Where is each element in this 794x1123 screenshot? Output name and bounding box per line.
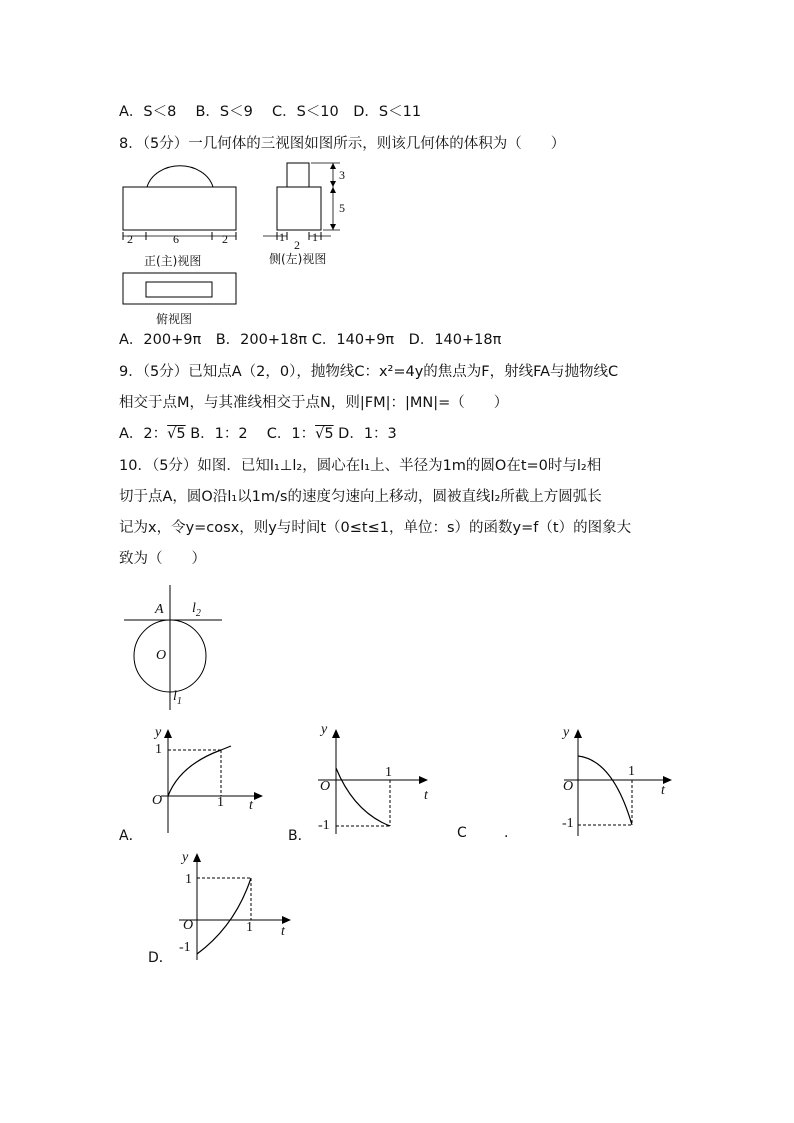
side-height-2: 5: [339, 201, 345, 215]
side-dim-1: 1: [279, 230, 285, 244]
graph-a-y-label: y: [155, 725, 162, 740]
three-view-figure: [115, 160, 355, 330]
q10-line1: 10．（5分）如图．已知l₁⊥l₂，圆心在l₁上、半径为1m的圆O在t=0时与l₂相: [119, 458, 602, 474]
side-dim-3: 1: [312, 230, 318, 244]
q9-sqrt5-c: √5: [315, 426, 334, 442]
front-dim-2: 6: [173, 232, 179, 246]
front-rect: [123, 187, 236, 230]
graph-d-origin: O: [183, 918, 194, 933]
curve-c: [578, 756, 632, 825]
q7-options: A．S＜8 B．S＜9 C．S＜10 D．S＜11: [119, 104, 422, 120]
side-top-rect: [287, 163, 309, 187]
l1-label: $l_1$: [173, 689, 182, 707]
graph-d-tick-neg1: -1: [179, 940, 191, 955]
curve-b: [336, 768, 390, 826]
q9-options: [119, 424, 397, 444]
graph-c-y-label: y: [563, 725, 570, 740]
graph-a-tick-1y: 1: [155, 742, 162, 757]
front-dim-1: 2: [127, 232, 133, 246]
q9-line2: 相交于点M，与其准线相交于点N，则|FM|：|MN|=（ ）: [119, 395, 509, 411]
graph-d-tick-1x: 1: [246, 920, 253, 935]
graph-d-t-label: t: [281, 924, 285, 939]
option-b-label: B．: [288, 828, 312, 844]
option-a-label: A．: [119, 828, 143, 844]
center-o-label: O: [156, 648, 167, 663]
graph-d: [175, 848, 300, 963]
circle-figure: [120, 580, 230, 715]
option-c-dot: .: [504, 825, 509, 841]
graph-c-tick-neg1: -1: [562, 816, 574, 831]
curve-a: [168, 746, 231, 796]
side-view-caption: 侧(左)视图: [269, 252, 327, 266]
side-height-1: 3: [339, 168, 345, 182]
top-outer-rect: [123, 273, 236, 304]
graph-b-y-label: y: [321, 722, 328, 737]
q9-option-d: D．1：3: [338, 426, 397, 442]
front-dim-3: 2: [222, 232, 228, 246]
graph-b-tick-neg1: -1: [318, 818, 330, 833]
three-view-svg: [115, 160, 355, 330]
graph-b-tick-1x: 1: [385, 765, 392, 780]
graph-c: [558, 724, 683, 836]
graph-b-origin: O: [320, 779, 331, 794]
graph-d-y-label: y: [182, 850, 189, 865]
front-dome: [147, 166, 213, 187]
q9-line1: 9．（5分）已知点A（2，0），抛物线C：x²=4y的焦点为F，射线FA与抛物线C: [119, 364, 619, 380]
q10-line3: 记为x，令y=cosx，则y与时间t（0≤t≤1，单位：s）的函数y=f（t）的图象大: [119, 520, 632, 536]
graph-a-tick-1x: 1: [217, 795, 224, 810]
top-inner-rect: [146, 282, 212, 297]
graph-c-t-label: t: [661, 783, 665, 798]
graph-a: [145, 725, 270, 837]
front-view-caption: 正(主)视图: [144, 254, 202, 268]
option-d-label: D．: [148, 950, 173, 966]
q9-option-a: A．2：: [119, 426, 168, 442]
q10-line2: 切于点A，圆O沿l₁以1m/s的速度匀速向上移动，圆被直线l₂所截上方圆弧长: [119, 489, 602, 505]
graph-a-origin: O: [152, 793, 163, 808]
graph-c-origin: O: [563, 779, 574, 794]
q8-stem: 8．（5分）一几何体的三视图如图所示，则该几何体的体积为（ ）: [119, 136, 566, 152]
graph-a-t-label: t: [249, 798, 253, 813]
q8-options: A．200+9π B．200+18π C．140+9π D．140+18π: [119, 332, 502, 348]
l2-label: $l_2$: [192, 601, 201, 619]
q9-option-bc: B．1：2 C．1：: [190, 426, 316, 442]
side-dim-2: 2: [294, 238, 300, 252]
graph-c-tick-1x: 1: [628, 764, 635, 779]
graph-b: [310, 722, 440, 837]
top-view-caption: 俯视图: [156, 312, 193, 326]
graph-d-tick-1y: 1: [185, 872, 192, 887]
q9-sqrt5-a: √5: [167, 426, 186, 442]
point-a-label: A: [155, 602, 164, 617]
q10-line4: 致为（ ）: [119, 551, 206, 567]
option-c-label: C: [457, 825, 467, 841]
side-base-rect: [277, 187, 321, 230]
curve-d: [197, 878, 251, 954]
graph-b-t-label: t: [424, 788, 428, 803]
